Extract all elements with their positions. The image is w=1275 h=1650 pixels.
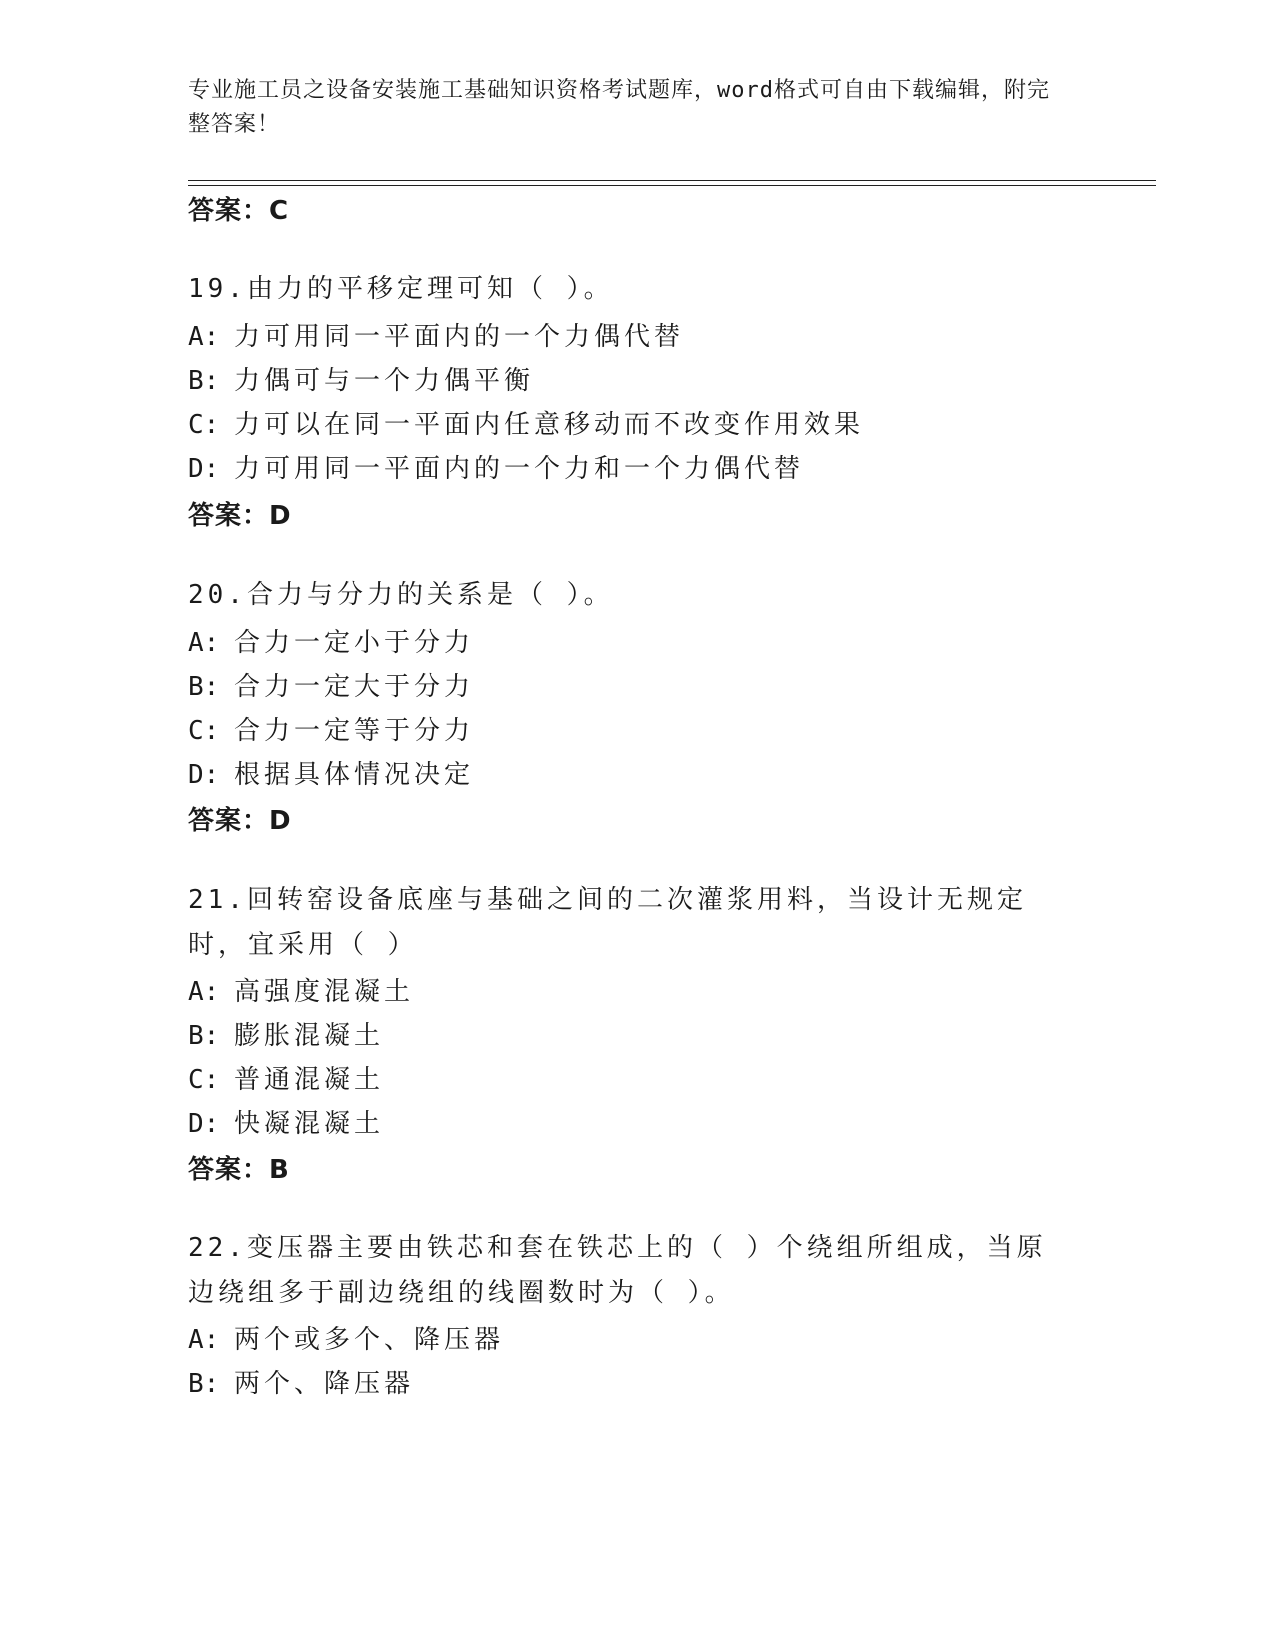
option-text: 普通混凝土 — [234, 1065, 385, 1095]
option-letter: C: — [188, 1065, 220, 1095]
option-letter: B: — [188, 1369, 220, 1399]
option-letter: C: — [188, 716, 220, 746]
option-text: 根据具体情况决定 — [234, 760, 475, 790]
question-22-option-b — [188, 1363, 414, 1400]
question-21-option-d — [188, 1103, 384, 1140]
answer-18: 答案：C — [188, 196, 290, 226]
document-header: 专业施工员之设备安装施工基础知识资格考试题库，word格式可自由下载编辑，附完整答案！ — [188, 78, 1050, 137]
question-20-option-a — [188, 622, 474, 659]
question-19-option-a — [188, 316, 684, 353]
option-text: 快凝混凝土 — [234, 1109, 385, 1139]
option-text: 力可以在同一平面内任意移动而不改变作用效果 — [234, 410, 865, 440]
option-letter: A: — [188, 628, 220, 658]
option-text: 力可用同一平面内的一个力偶代替 — [234, 322, 685, 352]
option-text: 合力一定大于分力 — [234, 672, 475, 702]
option-letter: D: — [188, 1109, 220, 1139]
question-19-stem: 19.由力的平移定理可知（ ）。 — [188, 274, 614, 304]
question-19-option-b — [188, 360, 534, 397]
option-letter: D: — [188, 454, 220, 484]
answer-20: 答案：D — [188, 806, 292, 836]
header-divider-bottom — [188, 185, 1156, 186]
option-text: 力可用同一平面内的一个力和一个力偶代替 — [234, 454, 805, 484]
option-letter: B: — [188, 672, 220, 702]
answer-21: 答案：B — [188, 1155, 290, 1185]
question-21-option-b — [188, 1015, 384, 1052]
option-letter: B: — [188, 366, 220, 396]
question-20-option-b — [188, 666, 474, 703]
option-text: 力偶可与一个力偶平衡 — [234, 366, 535, 396]
option-letter: A: — [188, 977, 220, 1007]
question-20-option-d — [188, 754, 474, 791]
option-letter: B: — [188, 1021, 220, 1051]
question-19-option-d — [188, 448, 804, 485]
question-22-option-a — [188, 1319, 504, 1356]
option-text: 高强度混凝土 — [234, 977, 415, 1007]
option-letter: A: — [188, 1325, 220, 1355]
option-text: 合力一定等于分力 — [234, 716, 475, 746]
option-text: 合力一定小于分力 — [234, 628, 475, 658]
question-21-stem: 21.回转窑设备底座与基础之间的二次灌浆用料，当设计无规定时，宜采用（ ） — [188, 885, 1027, 960]
option-text: 两个或多个、降压器 — [234, 1325, 505, 1355]
question-21-option-c — [188, 1059, 384, 1096]
header-divider-top — [188, 180, 1156, 181]
option-text: 两个、降压器 — [234, 1369, 415, 1399]
option-letter: A: — [188, 322, 220, 352]
answer-19: 答案：D — [188, 501, 292, 531]
option-letter: D: — [188, 760, 220, 790]
question-20-stem: 20.合力与分力的关系是（ ）。 — [188, 580, 614, 610]
option-letter: C: — [188, 410, 220, 440]
question-21-option-a — [188, 971, 414, 1008]
question-20-option-c — [188, 710, 474, 747]
question-19-option-c — [188, 404, 864, 441]
option-text: 膨胀混凝土 — [234, 1021, 385, 1051]
question-22-stem: 22.变压器主要由铁芯和套在铁芯上的（ ）个绕组所组成，当原边绕组多于副边绕组的线圈数时为（ ）。 — [188, 1233, 1047, 1308]
